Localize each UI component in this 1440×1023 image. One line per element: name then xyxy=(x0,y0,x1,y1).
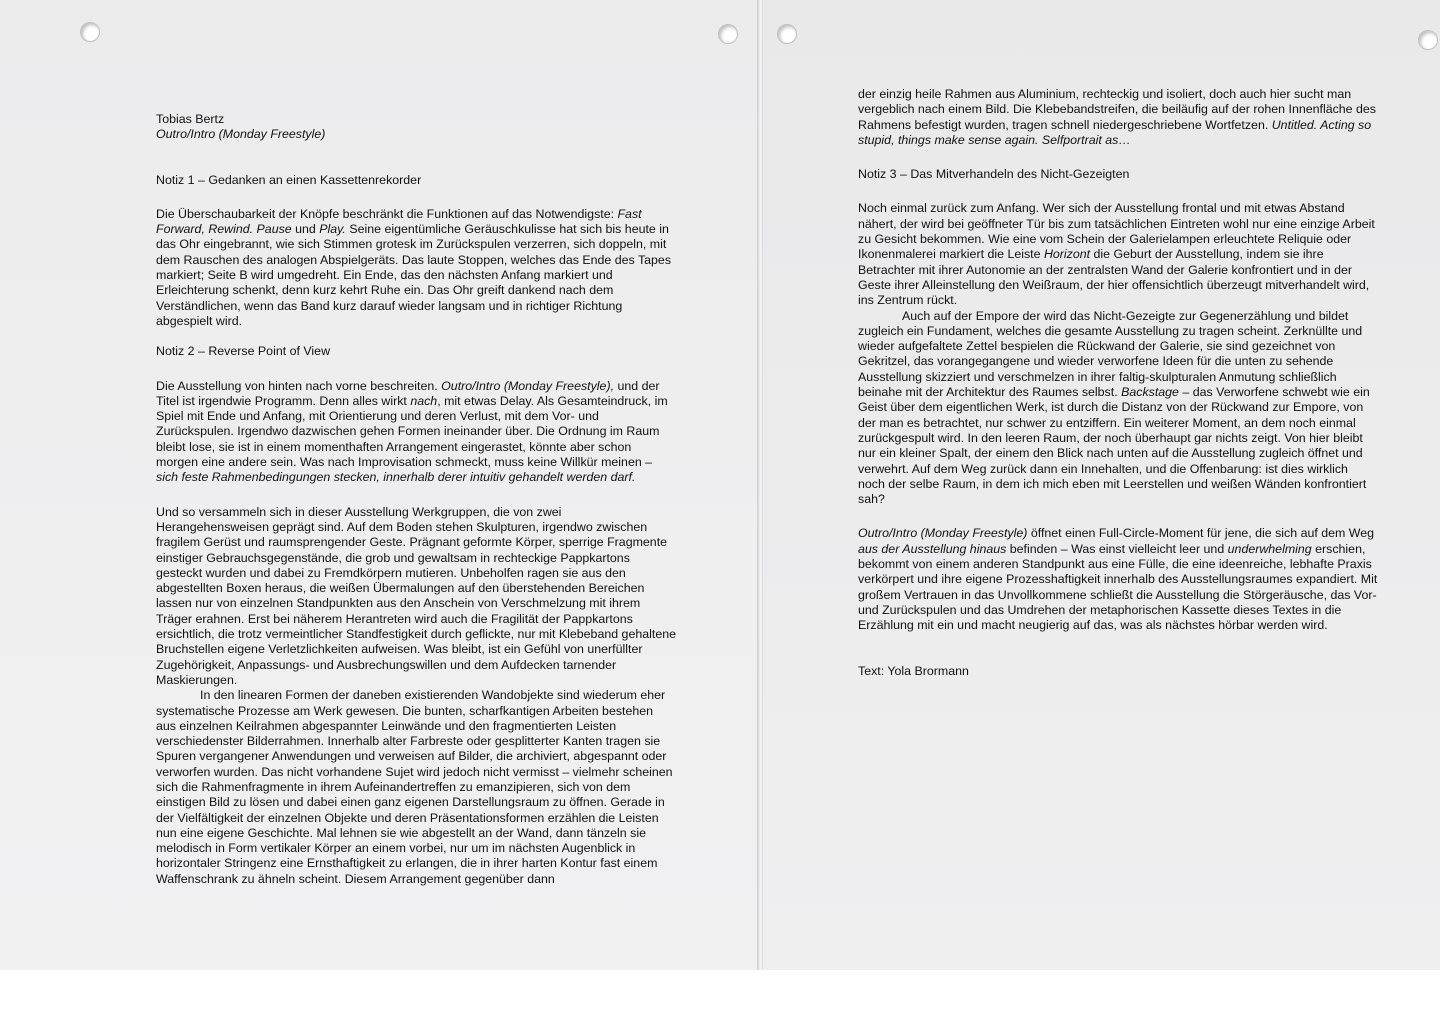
notiz2-paragraph-1: Die Ausstellung von hinten nach vorne beschreiten. Outro/Intro (Monday Freestyle), und der Titel ist irgendwie Programm. Denn alles wirkt nach, mit etwas Delay. Als Gesamteindruck, im Spiel mit Ende und Anfang, mit Orientierung und deren Verlust, mit dem Vor- und Zurückspulen. Irgendwo dazwischen gehen Formen ineinander über. Die Ordnung im Raum bleibt lose, sie ist in einem momenthaften Arrangement eingerastet, könnte aber schon morgen eine andere sein. Was nach Improvisation schmeckt, muss keine Willkür meinen – sich feste Rahmenbedingungen stecken, innerhalb derer intuitiv gehandelt werden darf. xyxy=(156,378,668,485)
notiz3-paragraph-3: Outro/Intro (Monday Freestyle) öffnet einen Full-Circle-Moment für jene, die sich auf dem Weg aus der Ausstellung hinaus befinden – Was einst vielleicht leer und underwhelming erschien, bekommt von einem anderen Standpunkt aus eine Fülle, die eine ideenreiche, lebhafte Praxis verkörpert und ihre eigene Prozesshaftigkeit innerhalb des Ausstellungsraumes expandiert. Mit großem Vertrauen in das Unvollkommene schließt die Ausstellung die Störgeräusche, das Vor- und Zurückspulen und das Umdrehen der metaphorischen Kassette dieses Textes in die Erzählung mit ein und macht neugierig auf das, was als nächstes hörbar werden wird. xyxy=(858,526,1378,633)
punch-hole xyxy=(718,24,738,44)
notiz1-heading: Notiz 1 – Gedanken an einen Kassettenrekorder xyxy=(156,172,422,187)
notiz3-paragraph-1: Noch einmal zurück zum Anfang. Wer sich der Ausstellung frontal und mit etwas Abstand nähert, der wird bei geöffneter Tür bis zum tatsächlichen Eintreten wohl nur eine einzige Arbeit zu Gesicht bekommen. Wie eine vom Schein der Galerielampen erleuchtete Reliquie oder Ikonenmalerei markiert die Leiste Horizont die Geburt der Ausstellung, indem sie ihre Betrachter mit ihrer Autonomie an der zentralsten Wand der Galerie konfrontiert und in der Geste ihrer Alleinstellung den Weißraum, der hier offensichtlich überzeugt mitverhandelt wird, ins Zentrum rückt. xyxy=(858,201,1375,308)
punch-hole xyxy=(1418,30,1438,50)
notiz3-paragraph-2: Auch auf der Empore der wird das Nicht-Gezeigte zur Gegenerzählung und bildet zugleich ein Fundament, welches die gesamte Ausstellung zu tragen scheint. Zerknüllte und wieder aufgefaltete Zettel bespielen die Rückwand der Galerie, sie sind gezeichnet von Gekritzel, das vorangegangene und wieder verworfene Ideen für die unten zu sehende Ausstellung skizziert und verschmelzen in ihrer faltig-skulpturalen Anmutung schließlich beinahe mit der Architektur des Raumes selbst. Backstage – das Verworfene schwebt wie ein Geist über dem eigentlichen Werk, ist durch die Distanz von der Rückwand zur Empore, von der man es betrachtet, nur schwer zu entziffern. Ein weiterer Moment, an dem noch einmal zurückgespult wird. In den leeren Raum, der noch überhaupt gar nichts zeigt. Von hier bleibt nur ein kleiner Spalt, der einem den Blick nach unten auf die Ausstellung zugleich öffnet und verwehrt. Auf dem Weg zurück dann ein Innehalten, und die Offenbarung: ist dies wirklich noch der selbe Raum, in dem ich mich eben mit Leerstellen und weißen Wänden konfrontiert sah? xyxy=(858,308,1370,507)
right-text-column xyxy=(858,87,1378,679)
right-page xyxy=(763,0,1440,970)
notiz2-paragraph-2: Und so versammeln sich in dieser Ausstellung Werkgruppen, die von zwei Herangehensweisen geprägt sind. Auf dem Boden stehen Skulpturen, irgendwo zwischen fragilem Gerüst und raumsprengender Geste. Prägnant geformte Körper, sperrige Fragmente einstiger Gebrauchsgegenstände, die grob und gewaltsam in rechteckige Pappkartons gesteckt wurden und dabei zu Fremdkörpern mutieren. Unbeholfen ragen sie aus den abgestellten Boxen heraus, die weißen Übermalungen auf den überstehenden Bereichen lassen nur von einzelnen Standpunkten aus den Anschein von Verschmelzung mit ihrem Träger erahnen. Erst bei näherem Herantreten wird auch die Fragilität der Pappkartons ersichtlich, die trotz vermeintlicher Standfestigkeit durch geflickte, nur mit Klebeband gehaltene Bruchstellen eigene Verletzlichkeiten aufweisen. Was bleibt, ist ein Gefühl von unerfüllter Zugehörigkeit, Anpassungs- und Ausbrechungswillen und dem Aufdecken tarnender Maskierungen. xyxy=(156,504,676,687)
exhibition-title: Outro/Intro (Monday Freestyle) xyxy=(156,127,326,142)
left-page xyxy=(0,0,757,970)
author: Tobias Bertz xyxy=(156,112,225,126)
notiz2-paragraph-3: In den linearen Formen der daneben existierenden Wandobjekte sind wiederum eher systematische Prozesse am Werk gewesen. Die bunten, scharfkantigen Arbeiten bestehen aus einzelnen Keilrahmen abgespannter Leinwände und den fragmentierten Leisten verschiedenster Bilderrahmen. Innerhalb alter Farbreste oder gesplitterter Kanten tragen sie Spuren vergangener Anwendungen und verweisen auf Bilder, die archiviert, abgespannt oder verworfen wurden. Das nicht vorhandene Sujet wird jedoch nicht vermisst – vielmehr scheinen sich die Rahmenfragmente in ihrem Aufeinandertreffen zu emanzipieren, sich von dem einstigen Bild zu lösen und dabei einen ganz eigenen Darstellungsraum zu öffnen. Gerade in der Vielfältigkeit der einzelnen Objekte und deren Präsentationsformen erzählen die Leisten nun eine eigene Geschichte. Mal lehnen sie wie abgestellt an der Wand, dann tänzeln sie melodisch in Form vertikaler Körper an einem vorbei, nur um im nächsten Augenblick in horizontaler Stringenz eine Ernsthaftigkeit zu erlangen, die in ihrer harten Kontur fast einem Waffenschrank zu ähneln scheint. Diesem Arrangement gegenüber dann xyxy=(156,688,673,886)
notiz2-heading: Notiz 2 – Reverse Point of View xyxy=(156,344,331,359)
text-credit: Text: Yola Brormann xyxy=(858,663,969,678)
punch-hole xyxy=(80,22,100,42)
left-text-column xyxy=(156,112,676,887)
continuation-paragraph: der einzig heile Rahmen aus Aluminium, rechteckig und isoliert, doch auch hier sucht man vergeblich nach einem Bild. Die Klebebandstreifen, die beiläufig auf der rohen Innenfläche des Rahmens befestigt wurden, tragen schnell niedergeschriebene Wortfetzen. Untitled. Acting so stupid, things make sense again. Selfportrait as… xyxy=(858,87,1376,147)
notiz3-heading: Notiz 3 – Das Mitverhandeln des Nicht-Gezeigten xyxy=(858,167,1130,182)
notiz1-paragraph: Die Überschaubarkeit der Knöpfe beschränkt die Funktionen auf das Notwendigste: Fast Forward, Rewind. Pause und Play. Seine eigentümliche Geräuschkulisse hat sich bis heute in das Ohr eingebrannt, wie sich Stimmen grotesk im Zurückspulen verzerren, sich doppeln, mit dem Rauschen des analogen Abspielgeräts. Das laute Stoppen, welches das Ende des Tapes markiert; Seite B wird umgedreht. Ein Ende, das den nächsten Anfang markiert und Erleichterung schenkt, denn kurz kehrt Ruhe ein. Das Ohr greift dankend nach dem Verständlichen, wenn das Band kurz darauf wieder langsam und in richtiger Richtung abgespielt wird. xyxy=(156,206,672,328)
punch-hole xyxy=(777,24,797,44)
